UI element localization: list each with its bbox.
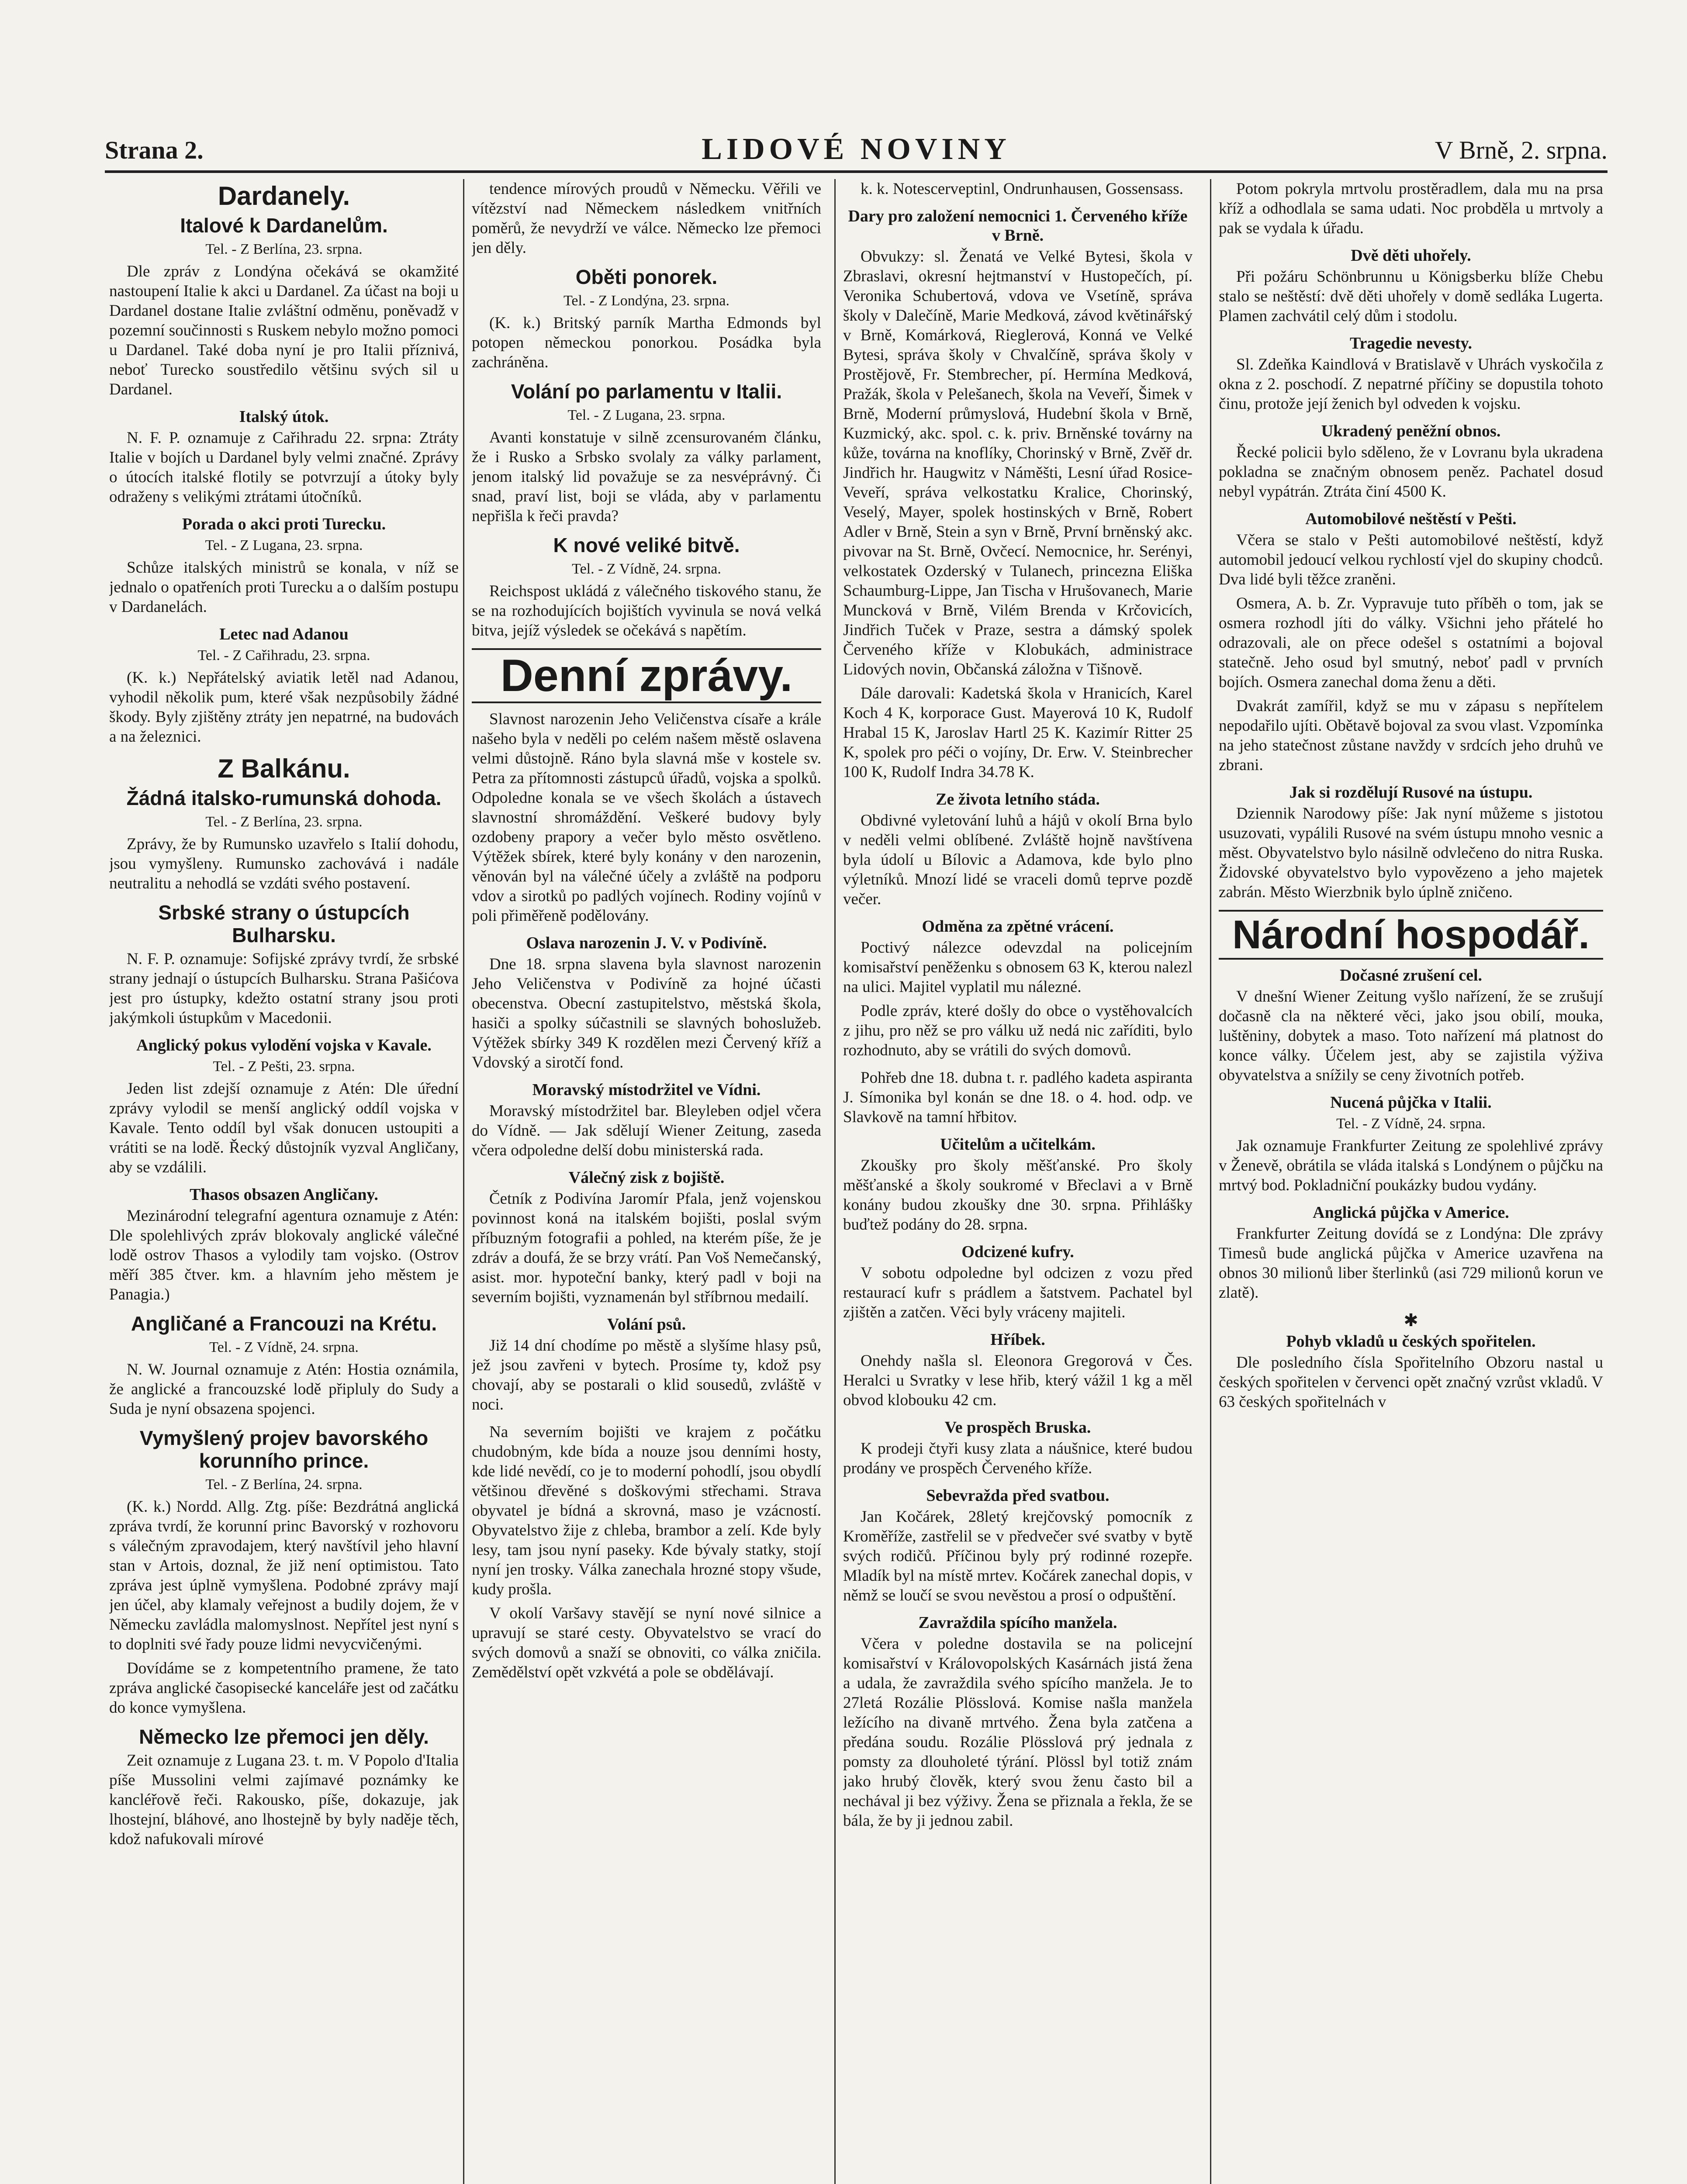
article-cla bbox=[1219, 966, 1603, 1085]
article-text: Podle zpráv, které došly do obce o vystěhovalcích z jihu, pro něž se pro válku už nedá nic zaříditi, bylo rozhodnuto, aby se vrátili do svých domovů. bbox=[843, 1002, 1193, 1059]
article-volani-psu bbox=[472, 1315, 821, 1414]
article-prospech bbox=[843, 1418, 1193, 1478]
section-heading-denni-zpravy: Denní zprávy. bbox=[472, 648, 821, 703]
article-subtitle: Pohyb vkladů u českých spořitelen. bbox=[1286, 1332, 1536, 1351]
article-text: K prodeji čtyři kusy zlata a náušnice, které budou prodány ve prospěch Červeného kříže. bbox=[843, 1440, 1193, 1477]
article-text: Reichspost ukládá z válečného tiskového stanu, že se na rozhodujících bojištích vyvinula se nová velká bitva, jejíž výsledek se očekává s napětím. bbox=[472, 582, 821, 639]
column-3 bbox=[843, 179, 1193, 2184]
article-subtitle: Odcizené kufry. bbox=[961, 1243, 1074, 1261]
article-text: Zeit oznamuje z Lugana 23. t. m. V Popolo d'Italia píše Mussolini velmi zajímavé poznámky ke kancléřově řeči. Rakousko, píše, dokazuje, jak lhostejní, bláhové, ano lhostejně by byly naděje těch, kdož nafukovali mírové bbox=[109, 1752, 459, 1848]
article-text: Dziennik Narodowy píše: Jak nyní můžeme s jistotou usuzovati, vypálili Rusové na svém ústupu mnoho vesnic a měst. Obyvatelstvo bylo násilně odvlečeno do nitra Ruska. Židovské obyvatelstvo bylo vypovězeno a jeho majetek zabrán. Město Wierzbnik bylo úplně zničeno. bbox=[1219, 805, 1603, 901]
article-text: Moravský místodržitel bar. Bleyleben odjel včera do Vídně. — Jak sdělují Wiener Zeitung, zaseda včera odpoledne delší dobu ministerská rada. bbox=[472, 1102, 821, 1159]
newspaper-title: LIDOVÉ NOVINY bbox=[702, 132, 1011, 166]
dateline: Tel. - Z Cařihradu, 23. srpna. bbox=[197, 647, 370, 663]
article-text: Včera v poledne dostavila se na policejní komisařství v Královopolských Kasárnách jistá žena a udala, že zavraždila svého spícího manžela. Je to 27letá Rozálie Plösslová. Komise našla manžela ležícího na divaně mrtvého. Žena byla zatčena a předána soudu. Rozálie Plösslová prý jednala z pomsty za dlouholeté týrání. Plössl byl totiž znám jako hrubý člověk, který svou ženu často bil a nechával ji bez výživy. Žena se přiznala a řekla, že se bála, že by ji jednou zabil. bbox=[843, 1635, 1193, 1830]
article-text: Potom pokryla mrtvolu prostěradlem, dala mu na prsa kříž a odhodlala se sama udati. Noc probděla u mrtvoly a pak se vydala k úřadu. bbox=[1219, 180, 1603, 237]
article-subtitle: Dary pro založení nemocnici 1. Červeného kříže v Brně. bbox=[848, 207, 1188, 245]
article-text: Na severním bojišti ve krajem z počátku chudobným, kde bída a nouze jsou denními hosty, kde lidé nevědí, co je to moderní pohodlí, jsou obydlí většinou dřevěné s doškovými střechami. Strava obyvatel je bídná a skrovná, maso je vzácností. Obyvatelstvo žije z chleba, brambor a zelí. Kde byly lesy, tam jsou nyní paseky. Kde bývaly statky, stojí nyní jen trosky. Válka zanechala hrozné stopy všude, kudy prošla. bbox=[472, 1423, 821, 1598]
article-text: (K. k.) Britský parník Martha Edmonds byl potopen německou ponorkou. Posádka byla zachráněna. bbox=[472, 314, 821, 371]
article-subtitle: Automobilové neštěstí v Pešti. bbox=[1305, 510, 1517, 528]
column-2 bbox=[472, 179, 821, 2184]
article-podivin bbox=[472, 933, 821, 1072]
article-narozeniny bbox=[472, 709, 821, 926]
article-subtitle: Hříbek. bbox=[990, 1330, 1045, 1349]
separator-star: ✱ bbox=[1404, 1310, 1418, 1330]
article-continuation bbox=[472, 179, 821, 258]
article-pohreb bbox=[843, 1068, 1193, 1127]
article-porada bbox=[109, 515, 459, 617]
article-text: Včera se stalo v Pešti automobilové neštěstí, když automobil jedoucí velkou rychlostí vjel do skupiny chodců. Dva lidé byli těžce zraněni. bbox=[1219, 531, 1603, 588]
article-title: K nové veliké bitvě. bbox=[553, 534, 740, 556]
article-subtitle: Nucená půjčka v Italii. bbox=[1330, 1093, 1492, 1112]
section-title: Z Balkánu. bbox=[218, 754, 350, 783]
article-text: N. W. Journal oznamuje z Atén: Hostia oznámila, že anglické a francouzské lodě připluly do Sudy a Suda je nyní obsazena spojenci. bbox=[109, 1361, 459, 1418]
article-severni-bojiste bbox=[472, 1422, 821, 1682]
column-divider bbox=[834, 179, 836, 2184]
article-subtitle: Italové k Dardanelům. bbox=[180, 214, 388, 237]
article-text: Obdivné vyletování luhů a hájů v okolí Brna bylo v neděli velmi oblíbené. Zvláště hojně navštívena byla údolí u Bílovic a Adamova, kde bylo plno výletníků. Mnozí lidé se vraceli domů teprve pozdě večer. bbox=[843, 812, 1193, 908]
dateline: Tel. - Z Pešti, 23. srpna. bbox=[213, 1058, 355, 1075]
article-rusove bbox=[1219, 783, 1603, 902]
article-tragedie bbox=[1219, 334, 1603, 414]
article-title: Oběti ponorek. bbox=[575, 266, 718, 288]
article-title: Srbské strany o ústupcích Bulharsku. bbox=[158, 901, 410, 947]
dateline: Tel. - Z Lugana, 23. srpna. bbox=[567, 407, 726, 423]
article-valecny-zisk bbox=[472, 1168, 821, 1307]
article-subtitle: Letec nad Adanou bbox=[219, 625, 349, 643]
dateline: Tel. - Z Lugana, 23. srpna. bbox=[205, 537, 363, 553]
article-subtitle: Volání psů. bbox=[607, 1315, 686, 1334]
article-title: Volání po parlamentu v Italii. bbox=[511, 380, 782, 403]
article-text: (K. k.) Nepřátelský aviatik letěl nad Adanou, vyhodil několik pum, které však nezpůsobily žádné škody. Byly zjištěny ztráty jen nepatrné, na budovách a na železnici. bbox=[109, 669, 459, 746]
article-text: Při požáru Schönbrunnu u Königsberku blíže Chebu stalo se neštěstí: dvě děti uhořely v domě sedláka Lugerta. Plamen zachvátil celý dům i stodolu. bbox=[1219, 268, 1603, 325]
article-text: Dovídáme se z kompetentního pramene, že tato zpráva anglické časopisecké kanceláře jest od začátku do konce vymyšlena. bbox=[109, 1659, 459, 1717]
article-subtitle: Anglická půjčka v Americe. bbox=[1313, 1203, 1509, 1222]
dateline: Tel. - Z Londýna, 23. srpna. bbox=[563, 293, 730, 309]
dateline: Tel. - Z Berlína, 24. srpna. bbox=[205, 1476, 363, 1493]
column-divider bbox=[1210, 179, 1211, 2184]
article-subtitle: Žádná italsko-rumunská dohoda. bbox=[126, 787, 442, 809]
article-text: Již 14 dní chodíme po městě a slyšíme hlasy psů, jež jsou zavřeni v bytech. Prosíme ty, kdož psy chovají, aby se postarali o klid sousedů, zvláště v noci. bbox=[472, 1337, 821, 1413]
article-text: Dvakrát zamířil, když se mu v zápasu s nepřítelem nepodařilo ujíti. Obětavě bojoval za svou vlast. Vzpomínka na jeho statečnost zůstane navždy v srdcích jeho druhů ve zbrani. bbox=[1219, 697, 1603, 774]
article-text: V dnešní Wiener Zeitung vyšlo nařízení, že se zrušují dočasně cla na některé věci, jako jsou obilí, mouka, luštěniny, dobytek a maso. Toto nařízení má platnost do konce války. Účelem jest, aby se zajistila výživa obyvatelstva a snížily se ceny životních potřeb. bbox=[1219, 988, 1603, 1084]
column-4 bbox=[1219, 179, 1603, 2184]
article-anglicka-pujcka bbox=[1219, 1203, 1603, 1303]
article-sebevrazda bbox=[843, 1486, 1193, 1605]
article-italsky-utok bbox=[109, 407, 459, 507]
article-subtitle: Válečný zisk z bojiště. bbox=[568, 1168, 725, 1187]
article-subtitle: Dočasné zrušení cel. bbox=[1339, 966, 1483, 985]
article-title: Německo lze přemoci jen děly. bbox=[139, 1725, 429, 1748]
article-parlament-italie bbox=[472, 380, 821, 526]
article-text: Schůze italských ministrů se konala, v níž se jednalo o opatřeních proti Turecku a o dalším postupu v Dardanelách. bbox=[109, 559, 459, 616]
article-subtitle: Učitelům a učitelkám. bbox=[940, 1135, 1096, 1154]
column-1 bbox=[109, 179, 459, 2184]
article-subtitle: Moravský místodržitel ve Vídni. bbox=[532, 1081, 761, 1099]
article-balkan bbox=[109, 754, 459, 893]
column-divider bbox=[463, 179, 464, 2184]
article-text: Avanti konstatuje v silně zcensurovaném článku, že i Rusko a Srbsko svolaly za války parlament, jenom italský lid považuje se za nesvéprávný. Či snad, praví list, boji se vláda, aby v parlamentu nepřišla k řeči pravda? bbox=[472, 429, 821, 525]
article-text: N. F. P. oznamuje: Sofijské zprávy tvrdí, že srbské strany jednají o ústupcích Bulharsku. Strana Pašićova jest pro ústupky, kdežto ostatní strany jsou proti jakýmkoli ústupkům v Macedonii. bbox=[109, 950, 459, 1027]
article-text: Osmera, A. b. Zr. Vypravuje tuto příběh o tom, jak se osmera rozhodl jíti do války. Všichni jeho přátelé ho odrazovali, ale on přece odešel s ostatními a bojoval statečně. Jeho osud byl smutný, neboť padl v prvních bojích. Osmera zanechal doma ženu a děti. bbox=[1219, 594, 1603, 691]
article-text: Dne 18. srpna slavena byla slavnost narozenin Jeho Veličenstva v Podivíně za hojné účasti obecenstva. Obecní zastupitelstvo, městská škola, hasiči a spolky súčastnili se slavných bohoslužeb. Výtěžek sbírky 349 K rozdělen mezi Červený kříž a Vdovský a sirotčí fond. bbox=[472, 955, 821, 1071]
section-heading-narodni-hospodar: Národní hospodář. bbox=[1219, 910, 1603, 960]
article-kavala bbox=[109, 1036, 459, 1177]
article-ucitelum bbox=[843, 1135, 1193, 1234]
article-letni-stado bbox=[843, 790, 1193, 909]
article-text: Slavnost narozenin Jeho Veličenstva císaře a krále našeho byla v neděli po celém našem městě oslavena velmi důstojně. Ráno byla slavná mše v kostele sv. Petra za přítomnosti zástupců úřadů, vojska a spolků. Odpoledne konala se ve všech školách a ústavech slavnostní shromáždění. Veškeré budovy byly ozdobeny prapory a večer bylo město osvětleno. Výtěžek sbírek, které byly konány v den narozenin, věnován byl na válečné účely a zvláště na podporu vdov a sirotků po padlých vojínech. Rodiny vojínů v poli přiměřeně podělovány. bbox=[472, 710, 821, 925]
article-continuation bbox=[1219, 179, 1603, 238]
issue-date: V Brně, 2. srpna. bbox=[1435, 136, 1607, 164]
article-text: k. k. Notescerveptinl, Ondrunhausen, Gossensass. bbox=[861, 180, 1183, 198]
article-title: Angličané a Francouzi na Krétu. bbox=[131, 1312, 437, 1335]
article-text: V okolí Varšavy stavějí se nyní nové silnice a upravují se staré cesty. Obyvatelstvo se vrací do svých domovů a snaží se obnoviti, co válka zničila. Zemědělství opět vzkvétá a pole se obdělávají. bbox=[472, 1604, 821, 1681]
article-subtitle: Tragedie nevesty. bbox=[1349, 334, 1473, 352]
article-subtitle: Sebevražda před svatbou. bbox=[926, 1486, 1110, 1505]
article-mistodrzitel bbox=[472, 1080, 821, 1160]
dateline: Tel. - Z Vídně, 24. srpna. bbox=[572, 561, 721, 577]
article-text: Dle zpráv z Londýna očekává se okamžité nastoupení Italie k akci u Dardanel. Za účast na boji u Dardanel dostane Italie zvláštní odměnu, poněvadž v pozemní součinnosti s Ruskem nebylo možno pomoci u Dardanel. Také doba nyní je pro Italii příznivá, neboť Turecko soustředilo většinu svých sil u Dardanel. bbox=[109, 263, 459, 398]
article-bavorsky-princ bbox=[109, 1427, 459, 1717]
article-dary bbox=[843, 207, 1193, 782]
dateline: Tel. - Z Vídně, 24. srpna. bbox=[209, 1339, 359, 1355]
page-header bbox=[105, 131, 1607, 173]
article-subtitle: Ze života letního stáda. bbox=[936, 790, 1100, 809]
article-subtitle: Zavraždila spícího manžela. bbox=[918, 1614, 1117, 1632]
article-obeti-ponorek bbox=[472, 266, 821, 372]
article-penize bbox=[1219, 422, 1603, 501]
article-subtitle: Ve prospěch Bruska. bbox=[944, 1418, 1091, 1437]
article-text: Dále darovali: Kadetská škola v Hranicích, Karel Koch 4 K, korporace Gust. Mayerová 10 K, Rudolf Hrabal 15 K, Jaroslav Hartl 25 K. Kazimír Ritter 25 K, spolek pro péči o vojíny, Dr. Erw. V. Steinbrecher 100 K, Rudolf Indra 34.78 K. bbox=[843, 684, 1193, 781]
article-subtitle: Anglický pokus vylodění vojska v Kavale. bbox=[136, 1036, 432, 1054]
article-subtitle: Dvě děti uhořely. bbox=[1351, 246, 1471, 265]
article-deti-uhorely bbox=[1219, 246, 1603, 326]
article-subtitle: Ukradený peněžní obnos. bbox=[1321, 422, 1501, 440]
article-text: Dle posledního čísla Spořitelního Obzoru nastal u českých spořitelen v červenci opět značný vzrůst vkladů. V 63 českých spořitelnách v bbox=[1219, 1354, 1603, 1411]
article-dardanely bbox=[109, 182, 459, 399]
article-zavrazdila bbox=[843, 1613, 1193, 1831]
article-subtitle: Porada o akci proti Turecku. bbox=[182, 515, 386, 533]
article-continuation bbox=[843, 179, 1193, 199]
article-text: Jeden list zdejší oznamuje z Atén: Dle úřední zprávy vylodil se menší anglický oddíl vojska v Kavale. Tento oddíl byl však donucen ustoupiti a vrátiti se na lodě. Řecký důstojník vyzval Angličany, aby se vzdálili. bbox=[109, 1080, 459, 1176]
article-text: Sl. Zdeňka Kaindlová v Bratislavě v Uhrách vyskočila z okna z 2. poschodí. Z nepatrné příčiny se dopustila tohoto činu, protože její ženich byl odveden k vojsku. bbox=[1219, 356, 1603, 413]
article-text: (K. k.) Nordd. Allg. Ztg. píše: Bezdrátná anglická zpráva tvrdí, že korunní princ Bavorský v rozhovoru s válečným zpravodajem, který navštívil jeho hlavní stan v Artois, doznal, že již není optimistou. Tato zpráva jest úplně vymyšlena. Podobné zprávy mají jen účel, aby klamaly veřejnost a budily dojem, že v Německu zavládla malomyslnost. Nepřítel jest nyní s to doplniti své řady pouze lidmi nevycvičenými. bbox=[109, 1498, 459, 1653]
article-title: Vymyšlený projev bavorského korunního prince. bbox=[139, 1427, 429, 1472]
article-text: Řecké policii bylo sděleno, že v Lovranu byla ukradena pokladna se značným obnosem peněz. Pachatel dosud nebyl vypátrán. Ztráta činí 4500 K. bbox=[1219, 443, 1603, 501]
article-text: Četník z Podivína Jaromír Pfala, jenž vojenskou povinnost koná na italském bojišti, poslal svým příbuzným fotografii a pohled, na kterém píše, že je zdráv a doufá, že se brzy vrátí. Pan Voš Nemečanský, asist. mor. hypoteční banky, který padl v boji na severním bojišti, vyznamenán byl stříbrnou medailí. bbox=[472, 1190, 821, 1306]
article-text: V sobotu odpoledne byl odcizen z vozu před restaurací kufr s prádlem a šatstvem. Pachatel byl zjištěn a zatčen. Věci byly vráceny majiteli. bbox=[843, 1264, 1193, 1321]
article-text: Poctivý nálezce odevzdal na policejním komisařství peněženku s obnosem 63 K, kterou nalezl na ulici. Majitel vyplatil mu nálezné. bbox=[843, 939, 1193, 996]
article-text: Zprávy, že by Rumunsko uzavřelo s Italií dohodu, jsou vymyšleny. Rumunsko zachovává i nadále neutralitu a nehodlá se vzdáti svého postavení. bbox=[109, 835, 459, 892]
article-text: Pohřeb dne 18. dubna t. r. padlého kadeta aspiranta J. Símonika byl konán se dne 18. o 4. hod. odp. ve Slavkově na tamní hřbitov. bbox=[843, 1069, 1193, 1126]
article-text: Onehdy našla sl. Eleonora Gregorová v Čes. Heralci u Svratky v lese hřib, který vážil 1 kg a měl obvod klobouku 42 cm. bbox=[843, 1352, 1193, 1409]
article-text: Zkoušky pro školy měšťanské. Pro školy měšťanské a školy soukromé v Břeclavi a v Brně konány budou zkoušky dne 30. srpna. Přihlášky buďtež podány do 28. srpna. bbox=[843, 1157, 1193, 1234]
article-nemecko-dely bbox=[109, 1725, 459, 1849]
dateline: Tel. - Z Vídně, 24. srpna. bbox=[1336, 1116, 1486, 1132]
article-odmena bbox=[843, 917, 1193, 1060]
article-subtitle: Jak si rozdělují Rusové na ústupu. bbox=[1289, 783, 1533, 802]
article-srbske-strany bbox=[109, 901, 459, 1028]
article-nucena-pujcka bbox=[1219, 1093, 1603, 1195]
article-text: Mezinárodní telegrafní agentura oznamuje z Atén: Dle spolehlivých zpráv blokovaly anglické válečné lodě ostrov Thasos a vylodily tam vojsko. (Ostrov měří 385 čtver. km. a hlavním jeho městem je Panagia.) bbox=[109, 1207, 459, 1303]
article-text: N. F. P. oznamuje z Cařihradu 22. srpna: Ztráty Italie v bojích u Dardanel byly velmi značné. Zprávy o útocích italské flotily se potvrzují a útoky byly odraženy s velikými ztrátami útočníků. bbox=[109, 429, 459, 506]
article-sporitelny bbox=[1219, 1332, 1603, 1412]
article-subtitle: Oslava narozenin J. V. v Podivíně. bbox=[526, 934, 767, 952]
dateline: Tel. - Z Berlína, 23. srpna. bbox=[205, 241, 363, 257]
article-thasos bbox=[109, 1185, 459, 1304]
article-kreta bbox=[109, 1312, 459, 1419]
article-subtitle: Italský útok. bbox=[239, 408, 329, 426]
article-text: Jan Kočárek, 28letý krejčovský pomocník z Kroměříže, zastřelil se v předvečer své svatby v bytě svých rodičů. Příčinou byly prý rodinné rozepře. Mladík byl na místě mrtev. Kočárek zanechal dopis, v němž se loučí se svou nevěstou a prosí o odpuštění. bbox=[843, 1508, 1193, 1604]
article-automobil bbox=[1219, 509, 1603, 775]
article-text: Jak oznamuje Frankfurter Zeitung ze spolehlivé zprávy v Ženevě, obrátila se vláda italská s Londýnem o půjčku na mrtvý bod. Pokladniční poukázky budou vydány. bbox=[1219, 1137, 1603, 1194]
page-number: Strana 2. bbox=[105, 136, 204, 164]
article-text: tendence mírových proudů v Německu. Věřili ve vítězství nad Německem následkem vnitřních poměrů, že nevydrží ve válce. Německo lze přemoci jen děly. bbox=[472, 180, 821, 257]
article-kufry bbox=[843, 1242, 1193, 1322]
dateline: Tel. - Z Berlína, 23. srpna. bbox=[205, 814, 363, 830]
article-nova-bitva bbox=[472, 534, 821, 640]
article-hribek bbox=[843, 1330, 1193, 1410]
article-subtitle: Thasos obsazen Angličany. bbox=[190, 1185, 378, 1204]
article-letec bbox=[109, 625, 459, 746]
article-text: Frankfurter Zeitung dovídá se z Londýna: Dle zprávy Timesů bude anglická půjčka v Americe uzavřena na obnos 30 milionů liber šterlinků (asi 729 milionů korun ve zlatě). bbox=[1219, 1225, 1603, 1302]
section-title: Dardanely. bbox=[218, 181, 350, 211]
article-text: Obvukzy: sl. Ženatá ve Velké Bytesi, škola v Zbraslavi, okresní hejtmanství v Hustopečích, pí. Veronika Schubertová, vdova ve Vsetíně, správa školy v Dalečíně, Marie Medková, závod květinářský v Brně, Komárková, Rieglerová, Konná ve Velké Bytesi, správa školy v Chvalčíně, správa školy v Prostějově, Fr. Stembrecher, pí. Hermína Medková, Pražák, škola v Pelešanech, škola na Veveří, Šimek v Brně, Moderní průmyslová, Hudební škola v Brně, Kuzmický, akc. spol. c. k. priv. Brněnské továrny na kůže, továrna na knoflíky, Chorinský v Brně, Zvěř dr. Jindřich hr. Haugwitz v Náměšti, Lesní úřad Rosice-Veveří, správa velkostatku Kralice, Chorinský, Veselý, Mayer, spolek hostinských v Brně, Robert Adler v Brně, Stein a syn v Brně, První brněnský akc. pivovar na St. Brně, Ovčecí. Nemocnice, hr. Serényi, velkostatek Ozderský v Tulanech, princezna Eliška Schaumburg-Lippe, Jan Tischa v Hrušovanech, Marie Muncková v Brně, Vilém Brenda v Krčovicích, Jindřich Tuček v Praze, sestra a dámský spolek Červeného kříže v Klobukách, administrace Lidových novin, Občanská záložna v Tišnově. bbox=[843, 248, 1193, 678]
article-subtitle: Odměna za zpětné vrácení. bbox=[922, 917, 1114, 936]
